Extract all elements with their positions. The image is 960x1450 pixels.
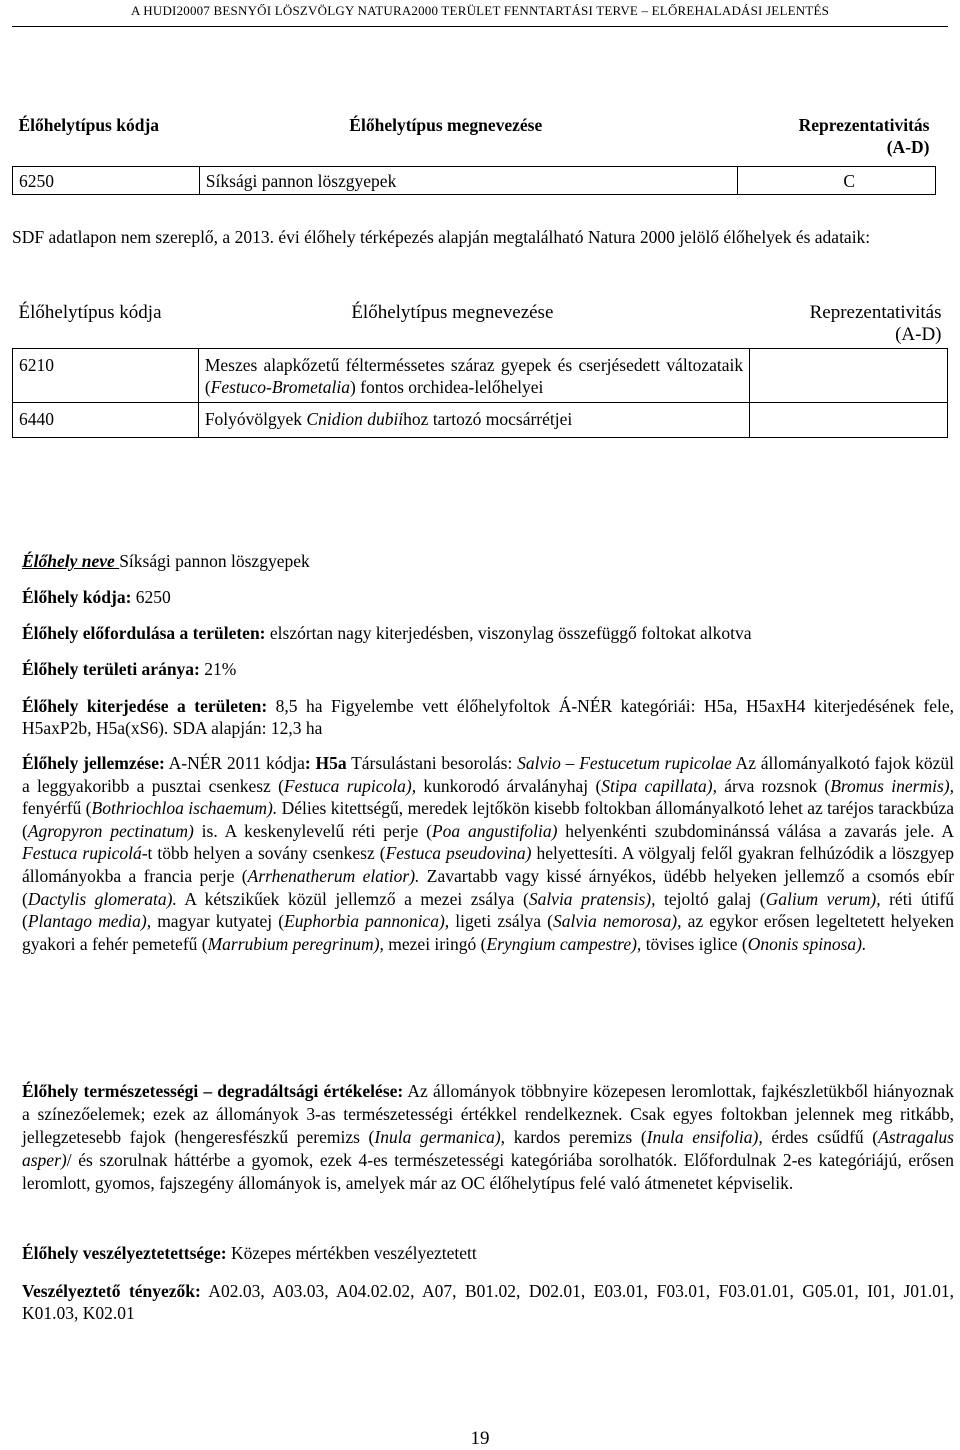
habitat-occurrence: Élőhely előfordulása a területen: elszórtan nagy kiterjedésben, viszonylag összefüggő foltokat alkotva [22,623,752,643]
habitat-extent: Élőhely kiterjedése a területen: 8,5 ha Figyelembe vett élőhelyfoltok Á-NÉR kategóriái: H5a, H5axH4 kiterjedésének fele, H5axP2b, H5a(xS6). SDA alapján: 12,3 ha [22,696,954,738]
sdf-note: SDF adatlapon nem szereplő, a 2013. évi élőhely térképezés alapján megtalálható Natura 2000 jelölő élőhelyek és adataik: [12,227,871,247]
col-header-code: Élőhelytípus kódja [18,115,160,135]
col-header-name: Élőhelytípus megnevezése [351,302,554,323]
col-header-name: Élőhelytípus megnevezése [349,115,543,135]
page-number: 19 [470,1428,490,1449]
col-header-rep: Reprezentativitás (A-D) [798,115,930,157]
habitat-threat: Élőhely veszélyeztetettsége: Közepes mértékben veszélyeztetett [22,1243,477,1263]
cell-code: 6210 [13,349,199,403]
habitat-code: Élőhely kódja: 6250 [22,587,171,607]
running-header: A HUDI20007 BESNYŐI LÖSZVÖLGY NATURA2000 TERÜLET FENNTARTÁSI TERVE – ELŐREHALADÁSI JELENTÉS [130,3,830,18]
cell-rep [750,349,948,403]
habitat-description: Élőhely jellemzése: A-NÉR 2011 kódja: H5a Társulástani besorolás: Salvio – Festucetum rupicolae Az állományalkotó fajok közül a leggyakoribb a pusztai csenkesz (Festuca rupicola), kunkorodó árvalányhaj (Stipa capillata), árva rozsnok (Bromus inermis), fenyérfű (Bothriochloa ischaemum). Délies kitettségű, meredek lejtőkön kisebb foltokban állományalkotó lehet az taréjos tarackbúza (Agropyron pectinatum) is. A keskenylevelű réti perje (Poa angustifolia) helyenkénti szubdominánssá válása a zavarás jele. A Festuca rupicolá-t több helyen a sovány csenkesz (Festuca pseudovina) helyettesíti. A völgyalj felől gyakran felhúzódik a löszgyep állományokba a francia perje (Arrhenatherum elatior). Zavartabb vagy kissé árnyékos, üdébb helyeken jellemző a csomós ebír (Dactylis glomerata). A kétszikűek közül jellemző a mezei zsálya (Salvia pratensis), tejoltó galaj (Galium verum), réti útifű (Plantago media), magyar kutyatej (Euphorbia pannonica), ligeti zsálya (Salvia nemorosa), az egykor erősen legeltetett helyeken gyakori a fehér pemetefű (Marrubium peregrinum), mezei iringó (Eryngium campestre), tövises iglice (Ononis spinosa). [22,753,955,954]
cell-name: Síksági pannon löszgyepek [199,167,737,195]
table-row [13,403,948,438]
cell-rep [750,403,948,438]
cell-name: Meszes alapkőzetű félterméssetes száraz gyepek és cserjésedett változataik (Festuco-Brometalia) fontos orchidea-lelőhelyei [198,349,749,403]
habitat-naturalness: Élőhely természetességi – degradáltsági értékelése: Az állományok többnyire közepesen leromlottak, fajkészletükből hiányoznak a színezőelemek; ezek az állományok 3-as természetességi értékkel rendelkeznek. Csak egyes foltokban jelennek meg ritkább, jellegzetesebb fajok (hengeresfészkű peremizs (Inula germanica), kardos peremizs (Inula ensifolia), érdes csűdfű (Astragalus asper)/ és szorulnak háttérbe a gyomok, ezek 4-es természetességi kategóriába sorolhatók. Előfordulnak 2-es kategóriájú, erősen leromlott, gyomos, fajszegény állományok is, amelyek már az OC élőhelytípus felé való átmenetet képviselik. [22,1081,954,1193]
col-header-rep: Reprezentativitás (A-D) [809,302,942,345]
table-row [13,349,948,403]
threat-factors: Veszélyeztető tényezők: A02.03, A03.03, A04.02.02, A07, B01.02, D02.01, E03.01, F03.01, F03.01.01, G05.01, I01, J01.01, K01.03, K02.01 [22,1281,955,1323]
habitat-table-mapped [12,300,948,438]
cell-name: Folyóvölgyek Cnidion dubiihoz tartozó mocsárrétjei [198,403,749,438]
habitat-table-sdf [12,110,936,195]
habitat-name: Élőhely neve Síksági pannon löszgyepek [22,551,310,571]
habitat-share: Élőhely területi aránya: 21% [22,659,237,679]
table-row [13,167,936,195]
header-rule [12,26,948,27]
col-header-code: Élőhelytípus kódja [18,302,162,323]
cell-code: 6440 [13,403,199,438]
cell-code: 6250 [13,167,200,195]
cell-rep: C [738,167,936,195]
